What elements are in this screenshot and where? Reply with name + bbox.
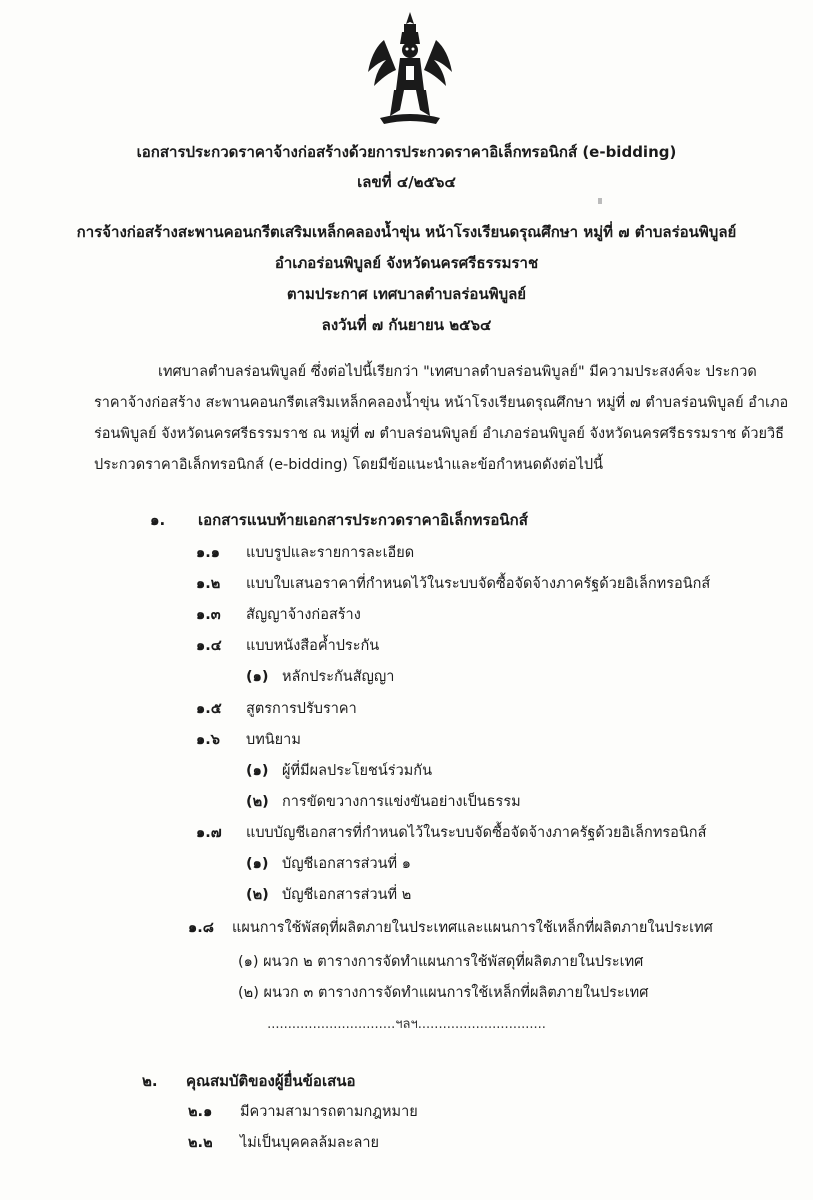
document-title: เอกสารประกวดราคาจ้างก่อสร้างด้วยการประกวดราคาอิเล็กทรอนิกส์ (e-bidding) (136, 143, 677, 161)
garuda-emblem-icon (364, 10, 456, 128)
document-number: เลขที่ ๔/๒๕๖๔ (357, 173, 456, 191)
item-text: มีความสามารถตามกฎหมาย (240, 1104, 418, 1120)
subitem-number: (๑) (246, 763, 269, 779)
subitem-number: (๑) (246, 856, 269, 872)
item-text: ไม่เป็นบุคคลล้มละลาย (240, 1135, 380, 1151)
scan-mark (598, 198, 602, 204)
ellipsis-marker: ...............................ฯลฯ............................... (267, 1017, 546, 1032)
section-number: ๒. (142, 1072, 158, 1090)
announcement-line: ตามประกาศ เทศบาลตำบลร่อนพิบูลย์ (286, 285, 527, 303)
item-number: ๑.๒ (196, 576, 221, 592)
intro-line1: เทศบาลตำบลร่อนพิบูลย์ ซึ่งต่อไปนี้เรียกว่า "เทศบาลตำบลร่อนพิบูลย์" มีความประสงค์จะ ประกวด (158, 364, 757, 380)
intro-line4: ประกวดราคาอิเล็กทรอนิกส์ (e-bidding) โดยมีข้อแนะนำและข้อกำหนดดังต่อไปนี้ (94, 457, 604, 473)
project-title-line2: อำเภอร่อนพิบูลย์ จังหวัดนครศรีธรรมราช (274, 254, 539, 272)
subitem-text: หลักประกันสัญญา (282, 669, 395, 685)
item-number: ๒.๒ (188, 1135, 213, 1151)
item-text: แบบใบเสนอราคาที่กำหนดไว้ในระบบจัดซื้อจัดจ้างภาครัฐด้วยอิเล็กทรอนิกส์ (246, 576, 711, 592)
item-number: ๒.๑ (188, 1104, 213, 1120)
intro-line3: ร่อนพิบูลย์ จังหวัดนครศรีธรรมราช ณ หมู่ที่ ๗ ตำบลร่อนพิบูลย์ อำเภอร่อนพิบูลย์ จังหวัดนครศรีธรรมราช ด้วยวิธี (94, 426, 785, 442)
section-title: เอกสารแนบท้ายเอกสารประกวดราคาอิเล็กทรอนิกส์ (198, 511, 528, 529)
subitem-text: บัญชีเอกสารส่วนที่ ๑ (282, 856, 411, 872)
subitem-number: (๑) (246, 669, 269, 685)
item-number: ๑.๗ (196, 825, 222, 841)
item-text: สัญญาจ้างก่อสร้าง (246, 607, 361, 623)
intro-line2: ราคาจ้างก่อสร้าง สะพานคอนกรีตเสริมเหล็กคลองน้ำขุ่น หน้าโรงเรียนดรุณศึกษา หมู่ที่ ๗ ตำบลร่อนพิบูลย์ อำเภอ (94, 395, 789, 411)
announcement-date: ลงวันที่ ๗ กันยายน ๒๕๖๔ (321, 316, 492, 334)
subitem-text: บัญชีเอกสารส่วนที่ ๒ (282, 887, 412, 903)
item-text: สูตรการปรับราคา (246, 701, 357, 717)
item-number: ๑.๕ (196, 701, 222, 717)
subitem-text: (๒) ผนวก ๓ ตารางการจัดทำแผนการใช้เหล็กที่ผลิตภายในประเทศ (238, 985, 649, 1001)
section-number: ๑. (150, 511, 166, 529)
item-number: ๑.๑ (196, 545, 220, 561)
item-text: แบบบัญชีเอกสารที่กำหนดไว้ในระบบจัดซื้อจัดจ้างภาครัฐด้วยอิเล็กทรอนิกส์ (246, 825, 707, 841)
item-number: ๑.๔ (196, 638, 222, 654)
item-number: ๑.๖ (196, 732, 220, 748)
item-text: บทนิยาม (246, 732, 301, 748)
subitem-text: (๑) ผนวก ๒ ตารางการจัดทำแผนการใช้พัสดุที่ผลิตภายในประเทศ (238, 954, 644, 970)
item-number: ๑.๓ (196, 607, 221, 623)
item-number: ๑.๘ (188, 920, 214, 936)
subitem-number: (๒) (246, 887, 269, 903)
project-title-line1: การจ้างก่อสร้างสะพานคอนกรีตเสริมเหล็กคลองน้ำขุ่น หน้าโรงเรียนดรุณศึกษา หมู่ที่ ๗ ตำบลร่อนพิบูลย์ (76, 223, 737, 241)
subitem-text: การขัดขวางการแข่งขันอย่างเป็นธรรม (282, 794, 521, 810)
subitem-number: (๒) (246, 794, 269, 810)
subitem-text: ผู้ที่มีผลประโยชน์ร่วมกัน (282, 763, 432, 779)
item-text: แบบหนังสือค้ำประกัน (246, 638, 380, 654)
item-text: แผนการใช้พัสดุที่ผลิตภายในประเทศและแผนการใช้เหล็กที่ผลิตภายในประเทศ (232, 920, 713, 936)
item-text: แบบรูปและรายการละเอียด (246, 545, 415, 561)
section-title: คุณสมบัติของผู้ยื่นข้อเสนอ (186, 1072, 356, 1090)
